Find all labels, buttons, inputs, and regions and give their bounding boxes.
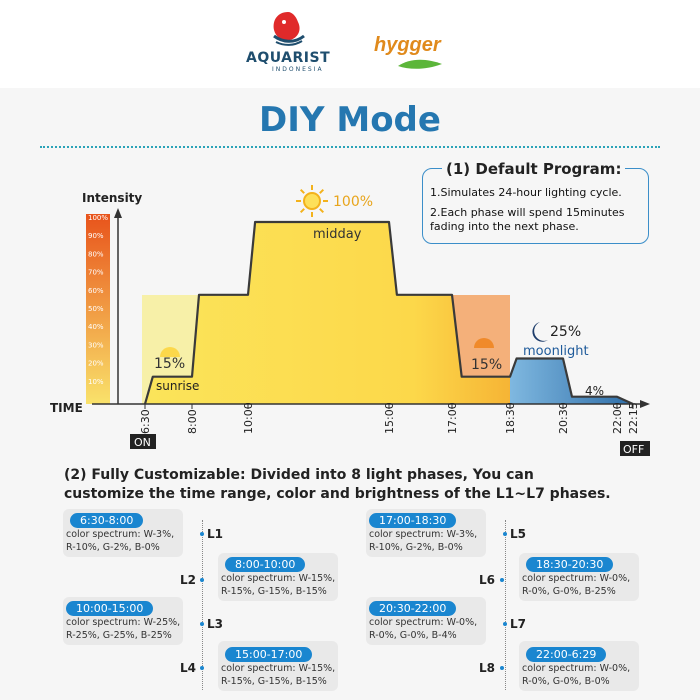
x-tick-label: 10:00 xyxy=(242,402,255,434)
on-label: ON xyxy=(134,436,151,449)
y-tick-label: 100% xyxy=(88,214,109,222)
y-axis-title: Intensity xyxy=(82,191,143,205)
phase-dot xyxy=(503,622,507,626)
default-program-heading: (1) Default Program: xyxy=(442,160,625,178)
customizable-heading: customize the time range, color and brightness of the L1~L7 phases. xyxy=(64,486,611,502)
x-tick-label: 15:00 xyxy=(383,402,396,434)
phase-spectrum-text xyxy=(522,572,630,598)
default-program-line: fading into the next phase. xyxy=(430,220,579,233)
y-tick-label: 70% xyxy=(88,268,104,277)
page-title: DIY Mode xyxy=(259,100,441,140)
phase-time-range: 17:00-18:30 xyxy=(369,513,456,528)
aquarist-logo-subtext: INDONESIA xyxy=(272,66,324,73)
x-tick-label: 22:00 xyxy=(611,402,624,434)
sunrise-label: sunrise xyxy=(156,379,200,393)
phase-dot xyxy=(200,622,204,626)
phase-label: L8 xyxy=(479,661,495,675)
phase-spectrum-line: R-0%, G-0%, B-4% xyxy=(369,630,457,641)
phase-label: L2 xyxy=(180,573,196,587)
phase-dot xyxy=(200,578,204,582)
aquarist-logo-text: AQUARIST xyxy=(246,50,331,66)
x-tick-label: 17:00 xyxy=(446,402,459,434)
phase-label: L3 xyxy=(207,617,223,631)
phase-spectrum-text xyxy=(369,616,477,642)
phase-spectrum-line: R-25%, G-25%, B-25% xyxy=(66,630,172,641)
phase-spectrum-line: color spectrum: W-25%, xyxy=(66,617,181,628)
y-tick-label: 60% xyxy=(88,286,104,295)
phase-spectrum-line: color spectrum: W-0%, xyxy=(522,573,631,584)
phase-dot xyxy=(500,578,504,582)
midday-percent: 100% xyxy=(333,194,374,210)
phase-spectrum-text xyxy=(369,528,477,554)
phase-dot xyxy=(200,666,204,670)
x-tick-label: 20:30 xyxy=(557,402,570,434)
phase-time-range: 6:30-8:00 xyxy=(70,513,143,528)
customizable-heading: (2) Fully Customizable: Divided into 8 light phases, You can xyxy=(64,467,534,483)
phase-spectrum-line: R-15%, G-15%, B-15% xyxy=(221,676,327,687)
sunset-percent: 15% xyxy=(471,357,503,373)
default-program-line: 2.Each phase will spend 15minutes xyxy=(430,206,625,219)
phase-label: L4 xyxy=(180,661,196,675)
phase-timeline-left xyxy=(202,520,203,690)
phase-spectrum-line: color spectrum: W-15%, xyxy=(221,573,336,584)
phase-time-range: 15:00-17:00 xyxy=(225,647,312,662)
phase-spectrum-text xyxy=(522,662,630,688)
phase-time-range: 8:00-10:00 xyxy=(225,557,305,572)
phase-label: L5 xyxy=(510,527,526,541)
phase-spectrum-line: R-10%, G-2%, B-0% xyxy=(369,542,463,553)
phase-spectrum-line: color spectrum: W-3%, xyxy=(369,529,478,540)
y-tick-label: 40% xyxy=(88,323,104,332)
x-tick-label: 22:15 xyxy=(627,402,640,434)
phase-spectrum-text xyxy=(221,662,335,688)
phase-dot xyxy=(503,532,507,536)
moonlight-percent: 25% xyxy=(550,324,582,340)
phase-spectrum-text xyxy=(66,616,180,642)
night-percent: 4% xyxy=(585,384,605,398)
phase-dot xyxy=(200,532,204,536)
phase-spectrum-line: R-0%, G-0%, B-25% xyxy=(522,586,616,597)
midday-label: midday xyxy=(313,227,362,242)
phase-time-range: 22:00-6:29 xyxy=(526,647,606,662)
x-tick-label: 6:30 xyxy=(139,409,152,434)
phase-time-range: 20:30-22:00 xyxy=(369,601,456,616)
phase-timeline-right xyxy=(505,520,506,690)
phase-label: L6 xyxy=(479,573,495,587)
moonlight-label: moonlight xyxy=(523,344,589,359)
off-label: OFF xyxy=(623,443,645,456)
y-tick-label: 10% xyxy=(88,377,104,386)
default-program-line: 1.Simulates 24-hour lighting cycle. xyxy=(430,186,622,199)
phase-dot xyxy=(500,666,504,670)
phase-spectrum-line: color spectrum: W-0%, xyxy=(522,663,631,674)
x-axis-title: TIME xyxy=(50,401,83,415)
sunrise-percent: 15% xyxy=(154,356,186,372)
y-tick-label: 20% xyxy=(88,359,104,368)
phase-spectrum-line: R-0%, G-0%, B-0% xyxy=(522,676,610,687)
y-tick-label: 80% xyxy=(88,250,104,259)
y-tick-label: 30% xyxy=(88,341,104,350)
hygger-logo-text: hygger xyxy=(374,34,441,56)
phase-spectrum-text xyxy=(221,572,335,598)
phase-time-range: 10:00-15:00 xyxy=(66,601,153,616)
y-tick-label: 50% xyxy=(88,305,104,313)
x-tick-label: 18:30 xyxy=(504,402,517,434)
phase-spectrum-text xyxy=(66,528,174,554)
y-tick-label: 90% xyxy=(88,232,104,241)
phase-spectrum-line: color spectrum: W-3%, xyxy=(66,529,175,540)
phase-spectrum-line: color spectrum: W-0%, xyxy=(369,617,478,628)
x-tick-label: 8:00 xyxy=(186,409,199,434)
phase-label: L7 xyxy=(510,617,526,631)
phase-spectrum-line: R-10%, G-2%, B-0% xyxy=(66,542,160,553)
phase-label: L1 xyxy=(207,527,223,541)
phase-spectrum-line: R-15%, G-15%, B-15% xyxy=(221,586,327,597)
phase-time-range: 18:30-20:30 xyxy=(526,557,613,572)
phase-spectrum-line: color spectrum: W-15%, xyxy=(221,663,336,674)
